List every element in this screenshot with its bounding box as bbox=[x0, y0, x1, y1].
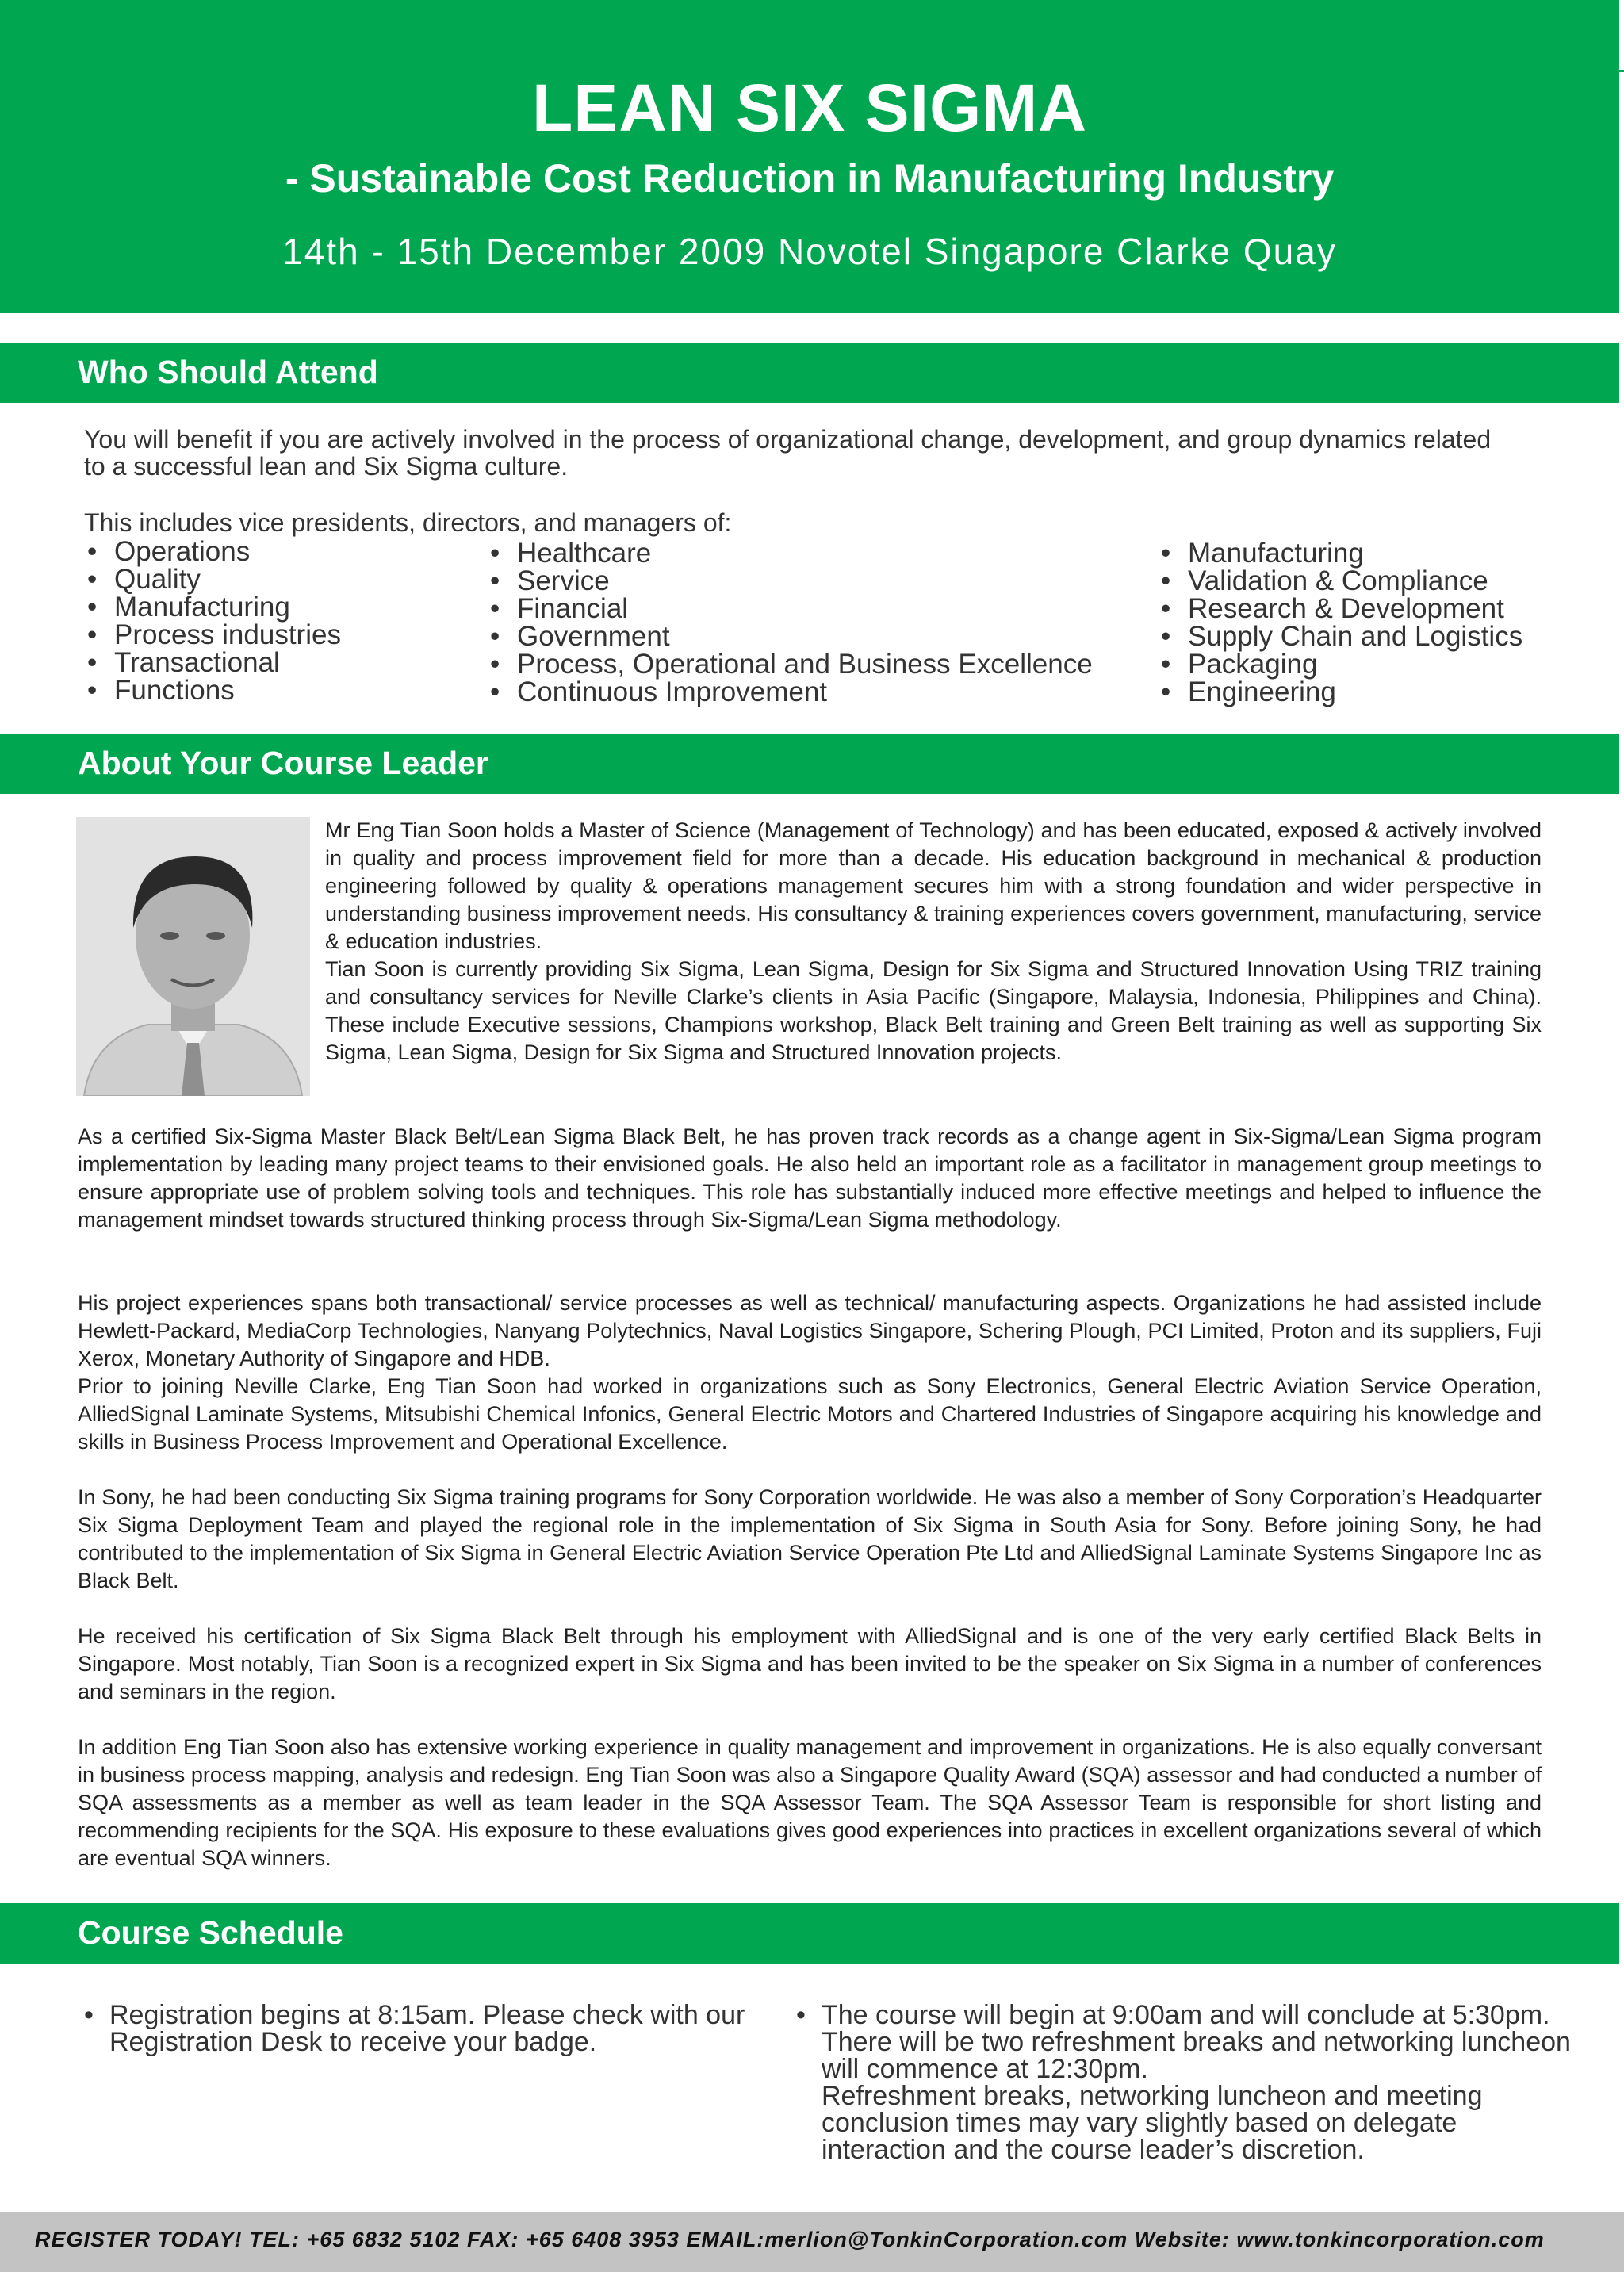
corner-decoration bbox=[1615, 0, 1624, 72]
bio-paragraph: In Sony, he had been conducting Six Sigma training programs for Sony Corporation worldwide. He was also a member of Sony Corporation’s Headquarter Six Sigma Deployment Team and played the regional role in the implementation of Six Sigma in South Asia for Sony. Before joining Sony, he had contributed to the implementation of Six Sigma in General Electric Aviation Service Operation Pte Ltd and AlliedSignal Laminate Systems Singapore Inc as Black Belt. bbox=[78, 1485, 1542, 1592]
attend-list-col-3 bbox=[1158, 539, 1602, 706]
attend-includes: This includes vice presidents, directors, and managers of: bbox=[84, 508, 732, 537]
bio-paragraph: Mr Eng Tian Soon holds a Master of Science (Management of Technology) and has been educated, exposed & actively involved in quality and process improvement field for more than a decade. His education background in mechanical & production engineering followed by quality & operations management secures him with a strong foundation and wider perspective in understanding business improvement needs. His consultancy & training experiences covers government, manufacturing, service & education industries. bbox=[325, 818, 1542, 953]
attend-list-col-1 bbox=[84, 538, 465, 704]
schedule-item bbox=[791, 2002, 1572, 2163]
bio-paragraph: He received his certification of Six Sigma Black Belt through his employment with AlliedSignal and is one of the very early certified Black Belts in Singapore. Most notably, Tian Soon is a recognized expert in Six Sigma and has been invited to be the speaker on Six Sigma in a number of conferences and seminars in the region. bbox=[78, 1624, 1542, 1703]
attend-list-col-2 bbox=[487, 539, 1169, 706]
page-subtitle: - Sustainable Cost Reduction in Manufacturing Industry bbox=[285, 156, 1335, 201]
page-header bbox=[0, 0, 1619, 313]
list-item: • Process, Operational and Business Excellence bbox=[487, 650, 1169, 678]
schedule-item-text: Refreshment breaks, networking luncheon and meeting conclusion times may vary slightly based on delegate interaction and the course leader’s discretion. bbox=[822, 2081, 1483, 2165]
list-item: • Financial bbox=[487, 595, 1169, 623]
bio-paragraph: Tian Soon is currently providing Six Sigma, Lean Sigma, Design for Six Sigma and Structured Innovation Using TRIZ training and consultancy services for Neville Clarke’s clients in Asia Pacific (Singapore, Malaysia, Indonesia, Philippines and China). These include Executive sessions, Champions workshop, Black Belt training and Green Belt training as well as supporting Six Sigma, Lean Sigma, Design for Six Sigma and Structured Innovation projects. bbox=[325, 957, 1542, 1064]
list-item: • Manufacturing bbox=[1158, 539, 1602, 567]
attend-intro-line: to a successful lean and Six Sigma culture. bbox=[84, 452, 569, 481]
footer-contact-bar bbox=[0, 2212, 1624, 2272]
list-item: • Supply Chain and Logistics bbox=[1158, 623, 1602, 650]
section-header-course-schedule bbox=[0, 1903, 1619, 1964]
section-title: About Your Course Leader bbox=[78, 745, 488, 781]
event-date-venue: 14th - 15th December 2009 Novotel Singapore Clarke Quay bbox=[282, 231, 1337, 272]
list-item: • Engineering bbox=[1158, 678, 1602, 706]
list-item: • Continuous Improvement bbox=[487, 678, 1169, 706]
schedule-left-column bbox=[79, 2002, 761, 2056]
list-item: • Validation & Compliance bbox=[1158, 567, 1602, 595]
schedule-right-column bbox=[791, 2002, 1572, 2163]
attend-intro-line: You will benefit if you are actively involved in the process of organizational change, development, and group dynamics related bbox=[84, 425, 1492, 454]
section-header-course-leader bbox=[0, 734, 1619, 794]
attend-intro bbox=[84, 426, 1591, 480]
list-item: • Process industries bbox=[84, 621, 465, 649]
section-header-who-should-attend bbox=[0, 343, 1619, 403]
bio-paragraph: As a certified Six-Sigma Master Black Belt/Lean Sigma Black Belt, he has proven track records as a change agent in Six-Sigma/Lean Sigma program implementation by leading many project teams to their envisioned goals. He also held an important role as a facilitator in management group meetings to ensure appropriate use of problem solving tools and techniques. This role has substantially induced more effective meetings and helped to influence the management mindset towards structured thinking process through Six-Sigma/Lean Sigma methodology. bbox=[78, 1125, 1542, 1232]
schedule-item-text: • The course will begin at 9:00am and will conclude at 5:30pm. There will be two refreshment breaks and networking luncheon will commence at 12:30pm. bbox=[822, 2000, 1571, 2084]
list-item: • Manufacturing bbox=[84, 593, 465, 621]
list-item: • Government bbox=[487, 623, 1169, 650]
page-title: LEAN SIX SIGMA bbox=[531, 71, 1088, 145]
list-item: • Service bbox=[487, 567, 1169, 595]
list-item: • Packaging bbox=[1158, 650, 1602, 678]
list-item: • Transactional bbox=[84, 649, 465, 676]
section-title: Course Schedule bbox=[78, 1914, 343, 1951]
list-item: • Healthcare bbox=[487, 539, 1169, 567]
bio-paragraph: His project experiences spans both transactional/ service processes as well as technical/ manufacturing aspects. Organizations he had assisted include Hewlett-Packard, MediaCorp Technologies, Nanyang Polytechnics, Naval Logistics Singapore, Schering Plough, PCI Limited, Proton and its suppliers, Fuji Xerox, Monetary Authority of Singapore and HDB. bbox=[78, 1291, 1542, 1370]
schedule-item: • Registration begins at 8:15am. Please check with our Registration Desk to receive your badge. bbox=[79, 2002, 761, 2056]
list-item: • Operations bbox=[84, 538, 465, 565]
bio-paragraph: In addition Eng Tian Soon also has extensive working experience in quality management and improvement in organizations. He is also equally conversant in business process mapping, analysis and redesign. Eng Tian Soon was also a Singapore Quality Award (SQA) assessor and had conducted a number of SQA assessments as a member as well as team leader in the SQA Assessor Team. The SQA Assessor Team is responsible for short listing and recommending recipients for the SQA. His exposure to these evaluations gives good experiences into practices in excellent organizations several of which are eventual SQA winners. bbox=[78, 1735, 1542, 1870]
bio-paragraph: Prior to joining Neville Clarke, Eng Tian Soon had worked in organizations such as Sony Electronics, General Electric Aviation Service Operation, AlliedSignal Laminate Systems, Mitsubishi Chemical Infonics, General Electric Motors and Chartered Industries of Singapore acquiring his knowledge and skills in Business Process Improvement and Operational Excellence. bbox=[78, 1374, 1542, 1454]
footer-contact-text: REGISTER TODAY! TEL: +65 6832 5102 FAX: +65 6408 3953 EMAIL:merlion@TonkinCorporation.com Website: www.tonkincorporation.com bbox=[35, 2228, 1545, 2251]
list-item: • Quality bbox=[84, 565, 465, 593]
course-leader-photo bbox=[76, 817, 310, 1096]
section-title: Who Should Attend bbox=[78, 354, 378, 390]
list-item: • Research & Development bbox=[1158, 595, 1602, 623]
list-item: • Functions bbox=[84, 676, 465, 704]
